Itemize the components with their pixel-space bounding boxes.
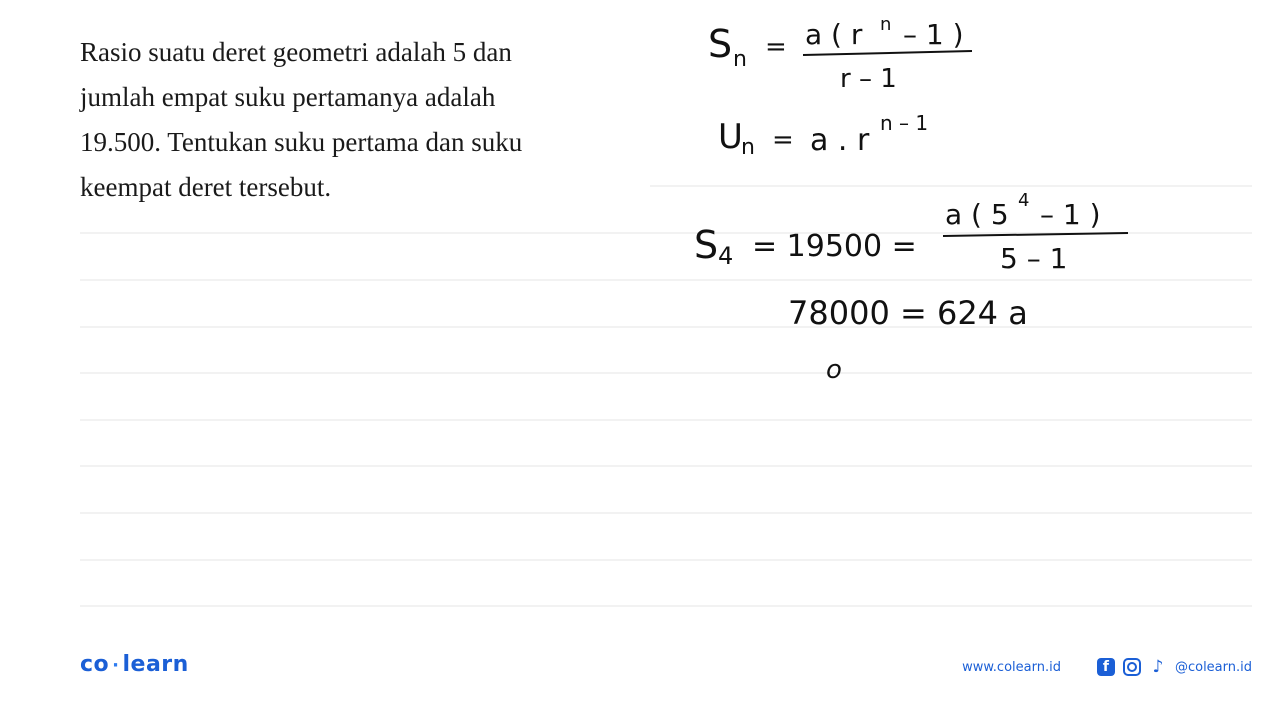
- question-line: Rasio suatu deret geometri adalah 5 dan: [80, 37, 512, 67]
- logo-right: learn: [122, 652, 189, 677]
- sn-numerator-tail: – 1 ): [903, 18, 964, 51]
- s4-numerator: a ( 5: [945, 198, 1009, 231]
- instagram-icon[interactable]: [1123, 658, 1141, 676]
- sn-denominator: r – 1: [840, 64, 897, 94]
- s4-equation: [694, 190, 1128, 275]
- logo-dot: ·: [112, 655, 120, 676]
- colearn-logo: [80, 652, 189, 677]
- un-eq: =: [772, 125, 794, 155]
- s4-numerator-tail: – 1 ): [1040, 198, 1101, 231]
- question-line: 19.500. Tentukan suku pertama dan suku: [80, 127, 523, 157]
- sn-formula: [708, 14, 972, 94]
- un-rhs: a . r: [810, 123, 870, 158]
- social-handle[interactable]: @colearn.id: [1174, 659, 1252, 675]
- tiktok-icon[interactable]: ♪: [1152, 657, 1164, 677]
- s4-numerator-exp: 4: [1018, 190, 1030, 211]
- un-lhs: U: [718, 117, 743, 157]
- logo-left: co: [80, 652, 110, 677]
- question-line: jumlah empat suku pertamanya adalah: [80, 82, 496, 112]
- website-link[interactable]: www.colearn.id: [962, 659, 1061, 675]
- un-lhs-sub: n: [741, 135, 755, 160]
- s4-mid: = 19500 =: [752, 229, 917, 264]
- line-78000: 78000 = 624 a: [788, 294, 1028, 332]
- s4-lhs-sub: 4: [718, 242, 734, 270]
- sn-lhs: S: [708, 22, 733, 66]
- s4-fraction-bar: [943, 233, 1128, 236]
- s4-denominator: 5 – 1: [1000, 242, 1068, 275]
- sn-numerator: a ( r: [805, 18, 863, 51]
- facebook-icon[interactable]: f: [1097, 658, 1115, 676]
- sn-numerator-exp: n: [880, 14, 892, 35]
- sn-lhs-sub: n: [733, 47, 747, 72]
- footer-social: [962, 658, 1252, 676]
- un-formula: [718, 111, 928, 160]
- un-rhs-exp: n – 1: [880, 111, 929, 135]
- s4-lhs: S: [694, 223, 719, 267]
- stray-mark: o: [826, 355, 842, 385]
- sn-fraction-bar: [803, 51, 972, 55]
- sn-eq: =: [765, 32, 787, 62]
- question-line: keempat deret tersebut.: [80, 172, 332, 202]
